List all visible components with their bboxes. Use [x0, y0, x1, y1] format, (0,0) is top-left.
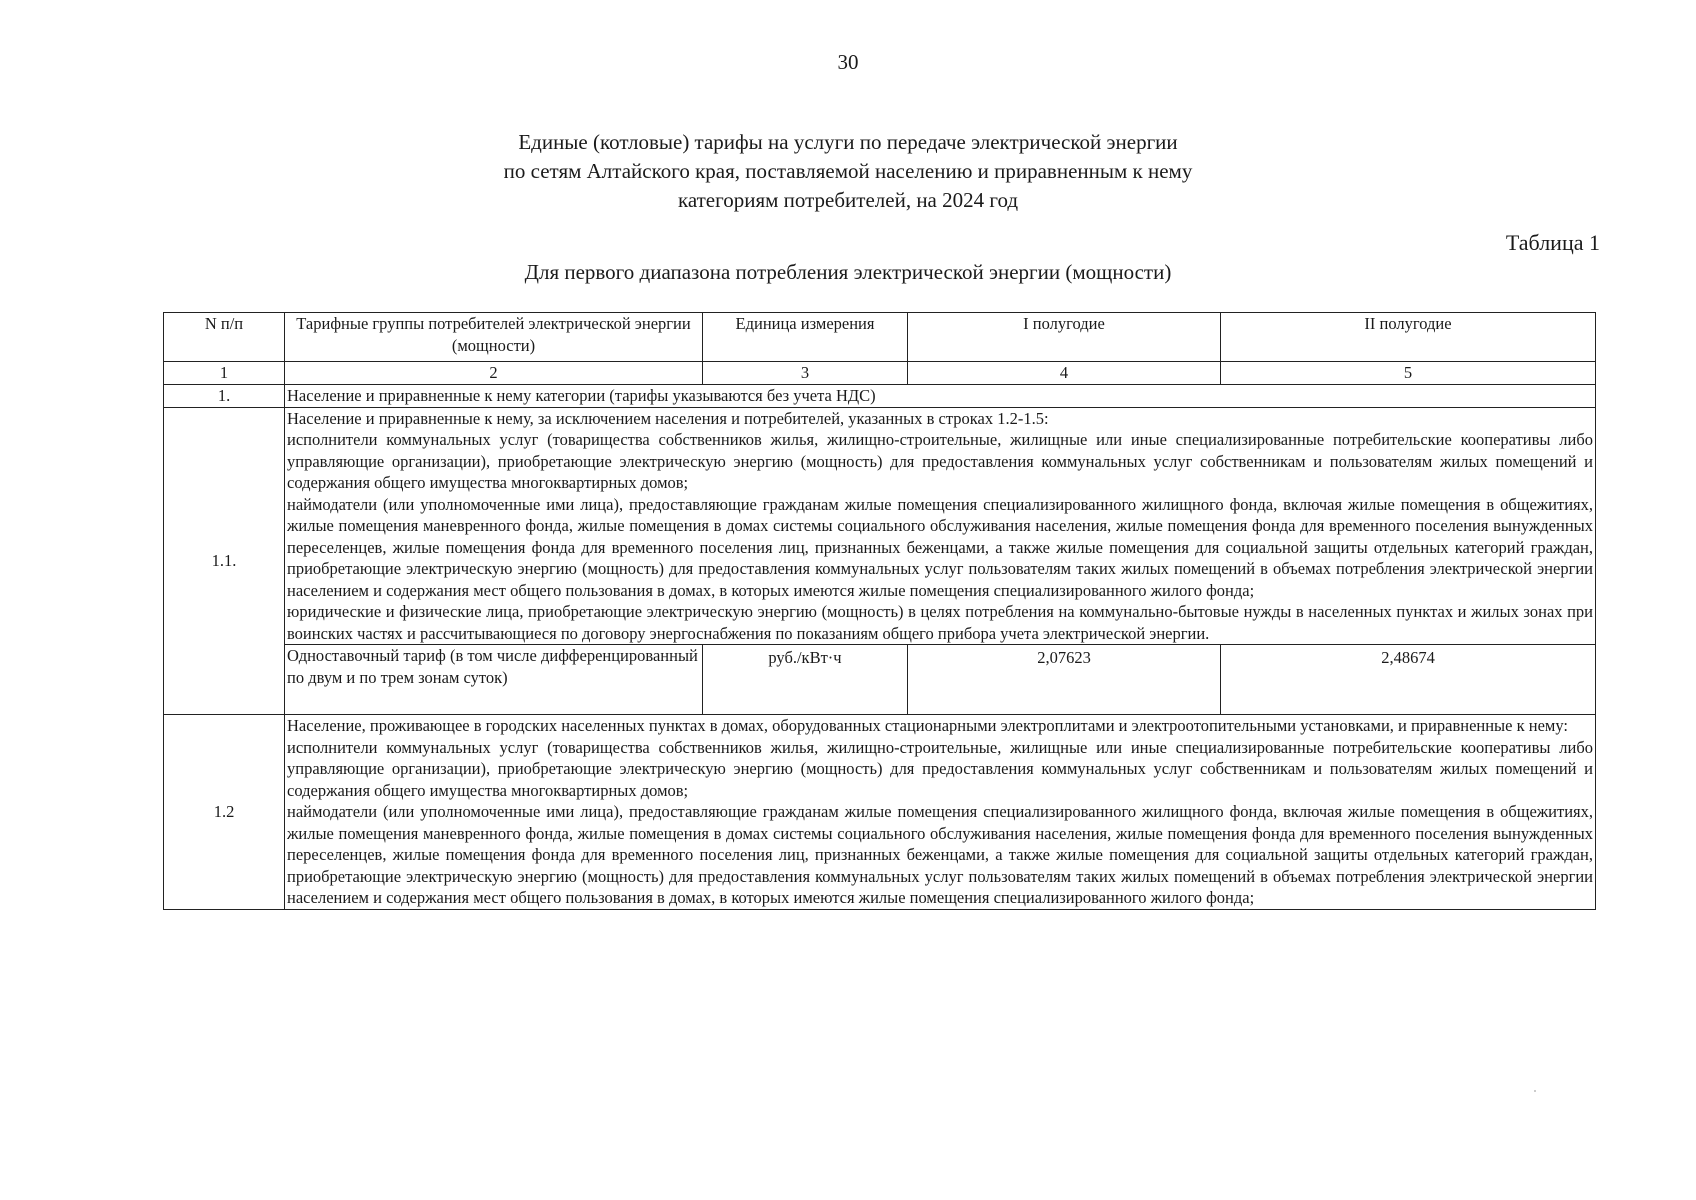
tariff-table: [163, 312, 1596, 910]
paragraph: юридические и физические лица, приобретающие электрическую энергию (мощность) в целях потребления на коммунально-бытовые нужды в населенных пунктах и жилых зонах при воинских частях и рассчитывающиеся по договору энергоснабжения по показаниям общего прибора учета электрической энергии.: [287, 602, 1593, 643]
header-num: N п/п: [164, 313, 285, 362]
row-number: 1.1.: [164, 407, 285, 715]
table-index-row: [164, 362, 1596, 385]
index-cell-1: 1: [164, 362, 285, 385]
scan-speck: [1534, 1090, 1536, 1092]
paragraph: Население и приравненные к нему, за исключением населения и потребителей, указанных в строках 1.2-1.5:: [287, 408, 1049, 428]
title-line-1: Единые (котловые) тарифы на услуги по передаче электрической энергии: [518, 130, 1178, 154]
index-cell-2: 2: [285, 362, 703, 385]
title-line-2: по сетям Алтайского края, поставляемой населению и приравненным к нему: [503, 159, 1193, 183]
table-subtitle: Для первого диапазона потребления электрической энергии (мощности): [524, 260, 1172, 284]
tariff-value-h1: 2,07623: [908, 645, 1221, 715]
row-description: Население и приравненные к нему категории (тарифы указываются без учета НДС): [285, 385, 1596, 408]
page-number: 30: [837, 50, 859, 74]
row-description: [285, 715, 1596, 910]
paragraph: наймодатели (или уполномоченные ими лица), предоставляющие гражданам жилые помещения специализированного жилищного фонда, включая жилые помещения в общежитиях, жилые помещения маневренного фонда, жилые помещения в домах системы социального обслуживания населения, жилые помещения фонда для временного поселения вынужденных переселенцев, жилые помещения фонда для временного поселения лиц, признанных беженцами, а также жилые помещения для социальной защиты отдельных категорий граждан, приобретающие электрическую энергию (мощность) для предоставления коммунальных услуг пользователям таких жилых помещений в объемах потребления электрической энергии населением и содержания мест общего пользования в домах, в которых имеются жилые помещения специализированного жилого фонда;: [287, 494, 1593, 600]
index-cell-4: 4: [908, 362, 1221, 385]
document-title: [348, 128, 1348, 215]
tariff-value-h2: 2,48674: [1221, 645, 1596, 715]
table-caption: Таблица 1: [1505, 230, 1600, 255]
paragraph: Население, проживающее в городских населенных пунктах в домах, оборудованных стационарными электроплитами и электроотопительными установками, и приравненные к нему:: [287, 716, 1568, 735]
table-header-row: [164, 313, 1596, 362]
table-row: [164, 385, 1596, 408]
index-cell-5: 5: [1221, 362, 1596, 385]
title-line-3: категориям потребителей, на 2024 год: [677, 188, 1019, 212]
table-row: [164, 407, 1596, 645]
paragraph: исполнители коммунальных услуг (товарищества собственников жилья, жилищно-строительные, жилищные или иные специализированные потребительские кооперативы либо управляющие организации), приобретающие электрическую энергию (мощность) для предоставления коммунальных услуг собственникам и пользователям жилых помещений и содержания общего имущества многоквартирных домов;: [287, 737, 1593, 800]
index-cell-3: 3: [703, 362, 908, 385]
row-description: [285, 407, 1596, 645]
tariff-unit: руб./кВт·ч: [703, 645, 908, 715]
header-group: Тарифные группы потребителей электрической энергии (мощности): [285, 313, 703, 362]
table-row: [164, 715, 1596, 910]
header-unit: Единица измерения: [703, 313, 908, 362]
table-row: [164, 645, 1596, 715]
paragraph: исполнители коммунальных услуг (товарищества собственников жилья, жилищно-строительные, жилищные или иные специализированные потребительские кооперативы либо управляющие организации), приобретающие электрическую энергию (мощность) для предоставления коммунальных услуг собственникам и пользователям жилых помещений и содержания общего имущества многоквартирных домов;: [287, 430, 1593, 492]
tariff-name: Одноставочный тариф (в том числе дифференцированный по двум и по трем зонам суток): [285, 645, 703, 715]
header-h1: I полугодие: [908, 313, 1221, 362]
row-number: 1.2: [164, 715, 285, 910]
row-number: 1.: [164, 385, 285, 408]
paragraph: наймодатели (или уполномоченные ими лица), предоставляющие гражданам жилые помещения специализированного жилищного фонда, включая жилые помещения в общежитиях, жилые помещения маневренного фонда, жилые помещения в домах системы социального обслуживания населения, жилые помещения фонда для временного поселения вынужденных переселенцев, жилые помещения фонда для временного поселения лиц, признанных беженцами, а также жилые помещения для социальной защиты отдельных категорий граждан, приобретающие электрическую энергию (мощность) для предоставления коммунальных услуг пользователям таких жилых помещений в объемах потребления электрической энергии населением и содержания мест общего пользования в домах, в которых имеются жилые помещения специализированного жилого фонда;: [287, 802, 1593, 907]
header-h2: II полугодие: [1221, 313, 1596, 362]
